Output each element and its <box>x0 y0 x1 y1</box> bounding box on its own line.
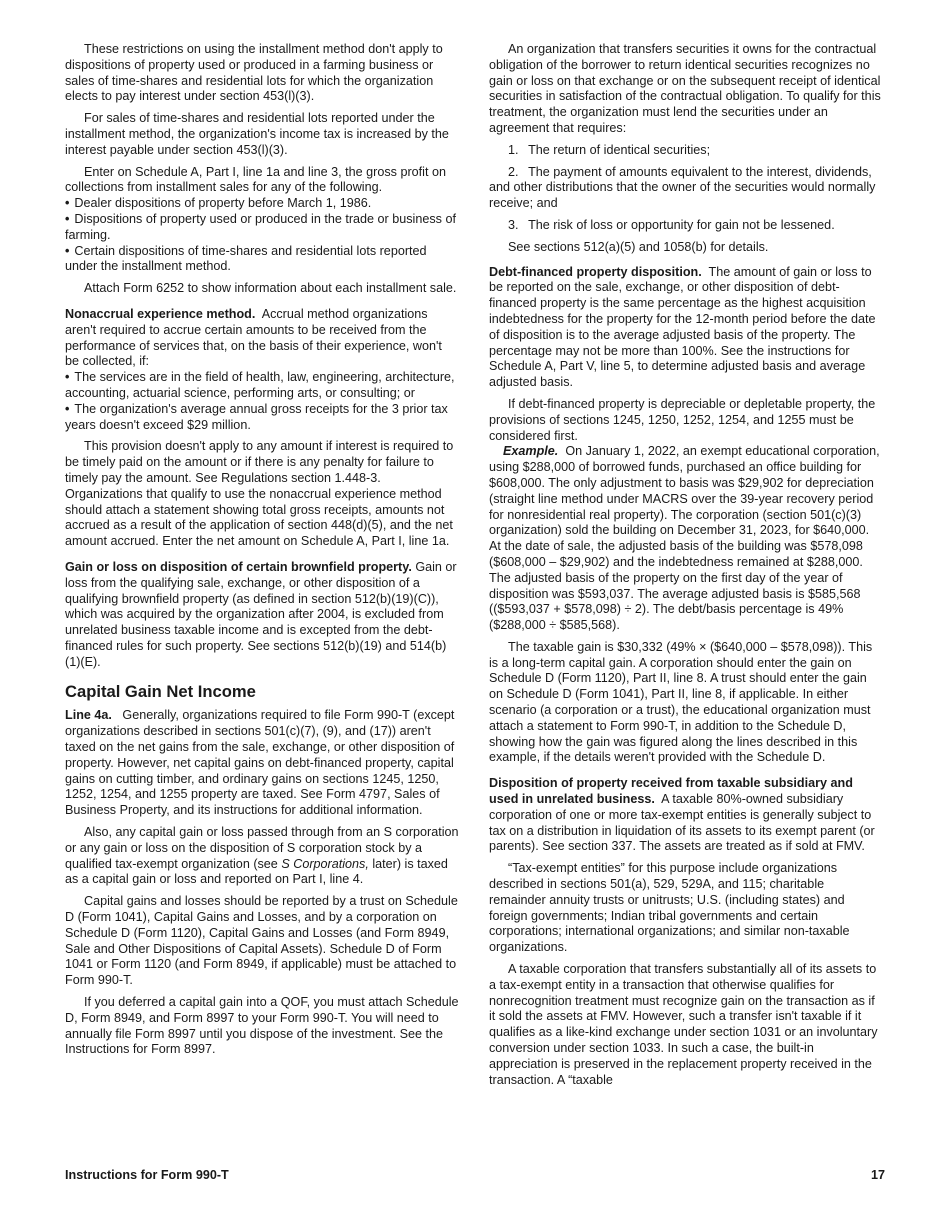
line-4a-heading: Line 4a. <box>65 708 112 723</box>
line-4a-paragraph: Line 4a. Generally, organizations required to file Form 990-T (except organizations described in sections 501(c)(7), (9), and (17)) aren't taxed on the net gains from the sale, exchange, or other disposition of property. However, net capital gains on debt-financed property, capital gains on cutting timber, and ordinary gains on sections 1245, 1250, 1252, 1254, and 1255 property are taxed. See Form 4797, Sales of Business Property, and its instructions for additional information. <box>65 708 455 818</box>
installment-paragraph-2: For sales of time-shares and residential lots reported under the installment method, the organization's income tax is increased by the interest payable under section 453(l)(3). <box>65 111 449 157</box>
bullet-item: • The services are in the field of health, law, engineering, architecture, accounting, actuarial science, performing arts, or consulting; or <box>65 370 455 400</box>
asset-transfer-paragraph: A taxable corporation that transfers substantially all of its assets to a tax-exempt entity in a transaction that otherwise qualifies for nonrecognition treatment must recognize gain on the transaction as if it sold the assets at FMV. However, such a transfer isn't taxable if it qualifies as a like-kind exchange under section 1031 or an involuntary conversion under section 1033. In such a case, the built-in appreciation is preserved in the replacement property received in the transaction. A “taxable <box>489 962 878 1087</box>
numbered-item: 2. The payment of amounts equivalent to the interest, dividends, and other distributions that the owner of the securities would normally receive; and <box>489 164 876 211</box>
subsidiary-heading: Disposition of property received from taxable subsidiary and used in unrelated business. <box>489 776 853 807</box>
bullet-item: • The organization's average annual gross receipts for the 3 prior tax years doesn't exceed $29 million. <box>65 401 448 432</box>
securities-paragraph: An organization that transfers securities it owns for the contractual obligation of the borrower to return identical securities recognizes no gain or loss on that exchange or on the subsequent receipt of identical securities in satisfaction of the contractual obligation. To qualify for this treatment, the organization must lend the securities under an agreement that requires: <box>489 42 881 135</box>
nonaccrual-heading: Nonaccrual experience method. <box>65 306 256 321</box>
brownfield-heading: Gain or loss on disposition of certain brownfield property. <box>65 559 412 574</box>
bullet-icon: • <box>65 370 70 385</box>
installment-paragraph-1: These restrictions on using the installment method don't apply to dispositions of property used or produced in a farming business or sales of time-shares and residential lots for which the organization elects to pay interest under section 453(l)(3). <box>65 42 443 104</box>
securities-see-paragraph: See sections 512(a)(5) and 1058(b) for details. <box>508 239 769 254</box>
installment-paragraph-4: Attach Form 6252 to show information about each installment sale. <box>84 281 457 296</box>
qof-paragraph: If you deferred a capital gain into a QOF, you must attach Schedule D, Form 8949, and Form 8997 to your Form 990-T. You will need to annually file Form 8997 until you dispose of the investment. See the Instructions for Form 8997. <box>65 995 459 1057</box>
nonaccrual-paragraph-2: This provision doesn't apply to any amount if interest is required to be timely paid on the amount or if there is any penalty for failure to timely pay the amount. See Regulations section 1.448-3. Organizations that qualify to use the nonaccrual experience method should attach a statement showing total gross receipts, amounts not accrued as a result of the application of section 448(d)(5), and the net amount accrued. Enter the net amount on Schedule A, Part I, line 1a. <box>65 439 454 549</box>
example-label: Example. <box>503 444 559 459</box>
tax-exempt-entities-paragraph: “Tax-exempt entities” for this purpose include organizations described in sections 501(a), 529, 529A, and 115; charitable remainder annuity trusts or unitrusts; U.S. (including states) and foreign governments; Indian tribal governments and certain corporations; international organizations; and similar non-taxable organizations. <box>489 861 850 955</box>
installment-paragraph-3: Enter on Schedule A, Part I, line 1a and line 3, the gross profit on collections from installment sales for any of the following. <box>65 164 446 195</box>
bullet-icon: • <box>65 243 70 258</box>
numbered-item: 1. The return of identical securities; <box>508 142 711 157</box>
bullet-item: • Dispositions of property used or produced in the trade or business of farming. <box>65 211 456 242</box>
bullet-icon: • <box>65 401 70 416</box>
bullet-item: • Dealer dispositions of property before March 1, 1986. <box>65 196 372 211</box>
bullet-icon: • <box>65 196 70 211</box>
subsidiary-paragraph: Disposition of property received from taxable subsidiary and used in unrelated business. A taxable 80%-owned subsidiary corporation of one or more tax-exempt entities is generally subject to tax on a distribution in liquidation of its assets to its exempt parent (or parents). See section 337. The assets are treated as if sold at FMV. <box>489 776 875 854</box>
s-corporation-paragraph: Also, any capital gain or loss passed through from an S corporation or any gain or loss on the disposition of S corporation stock by a qualified tax-exempt organization (see S Corporations, later) is taxed as a capital gain or loss and reported on Part I, line 4. <box>65 825 459 887</box>
right-column <box>489 42 883 1094</box>
bullet-icon: • <box>65 211 70 226</box>
capital-gain-heading: Capital Gain Net Income <box>65 682 256 702</box>
debt-financed-heading: Debt-financed property disposition. <box>489 264 702 279</box>
bullet-item: • Certain dispositions of time-shares and residential lots reported under the installment method. <box>65 243 427 274</box>
footer-title: Instructions for Form 990-T <box>65 1168 229 1182</box>
taxable-gain-paragraph: The taxable gain is $30,332 (49% × ($640,000 – $578,098)). This is a long-term capital gain. A corporation should enter the gain on Schedule D (Form 1120), Part II, line 8. A trust should enter the gain on Schedule D (Form 1041), Part II, line 8, if applicable. In either scenario (a corporation or a trust), the educational organization must attach a statement to Form 990-T, in addition to the Schedule D, showing how the gain was figured along the lines described in this example, if the details weren't provided with the Schedule D. <box>489 639 873 765</box>
numbered-item: 3. The risk of loss or opportunity for gain not be lessened. <box>508 217 835 232</box>
debt-financed-paragraph: Debt-financed property disposition. The amount of gain or loss to be reported on the sale, exchange, or other disposition of debt-financed property is the same percentage as the highest acquisition indebtedness for the property for the 12-month period before the date of disposition is to the average adjusted basis of the property. The percentage may not be more than 100%. See the instructions for Schedule A, Part V, line 5, to determine adjusted basis and average adjusted basis. <box>489 264 876 390</box>
left-column <box>65 42 459 1064</box>
page-number: 17 <box>870 1168 885 1182</box>
depreciable-paragraph: If debt-financed property is depreciable or depletable property, the provisions of sections 1245, 1250, 1252, 1254, and 1255 must be considered first. <box>489 396 876 443</box>
trust-corporation-paragraph: Capital gains and losses should be reported by a trust on Schedule D (Form 1041), Capital Gains and Losses, and by a corporation on Schedule D (Form 1120), Capital Gains and Losses (and Form 8949, Sale and Other Dispositions of Capital Assets). Schedule D of Form 1041 or Form 1120 (and Form 8949, if applicable) must be attached to Form 990-T. <box>65 894 458 988</box>
s-corporations-link-text: S Corporations, <box>281 856 369 871</box>
brownfield-paragraph: Gain or loss on disposition of certain brownfield property. Gain or loss from the qualifying sale, exchange, or other disposition of a qualifying brownfield property (as defined in section 512(b)(19)(C)), which was acquired by the organization after 2004, is excluded from unrelated business taxable income and is excepted from the debt-financed rules for such property. See sections 512(b)(19) and 514(b)(1)(E). <box>65 559 457 669</box>
nonaccrual-paragraph: Nonaccrual experience method. Accrual method organizations aren't required to accrue certain amounts to be received from the performance of services that, on the basis of their experience, won't be collected, if: <box>65 306 442 369</box>
example-paragraph: Example. On January 1, 2022, an exempt educational corporation, using $288,000 of borrowed funds, purchased an office building for $608,000. The only adjustment to basis was $29,902 for depreciation (straight line method under MACRS over the 39-year recovery period for nonresidential real property). The corporation (section 501(c)(3) organization) sold the building on December 31, 2023, for $640,000. At the date of sale, the adjusted basis of the building was $578,098 ($608,000 – $29,902) and the indebtedness remained at $288,000. The adjusted basis of the property on the first day of the year of disposition was $593,037. The average adjusted basis is $585,568 (($593,037 + $578,098) ÷ 2). The debt/basis percentage is 49% ($288,000 ÷ $585,568). <box>489 444 880 633</box>
